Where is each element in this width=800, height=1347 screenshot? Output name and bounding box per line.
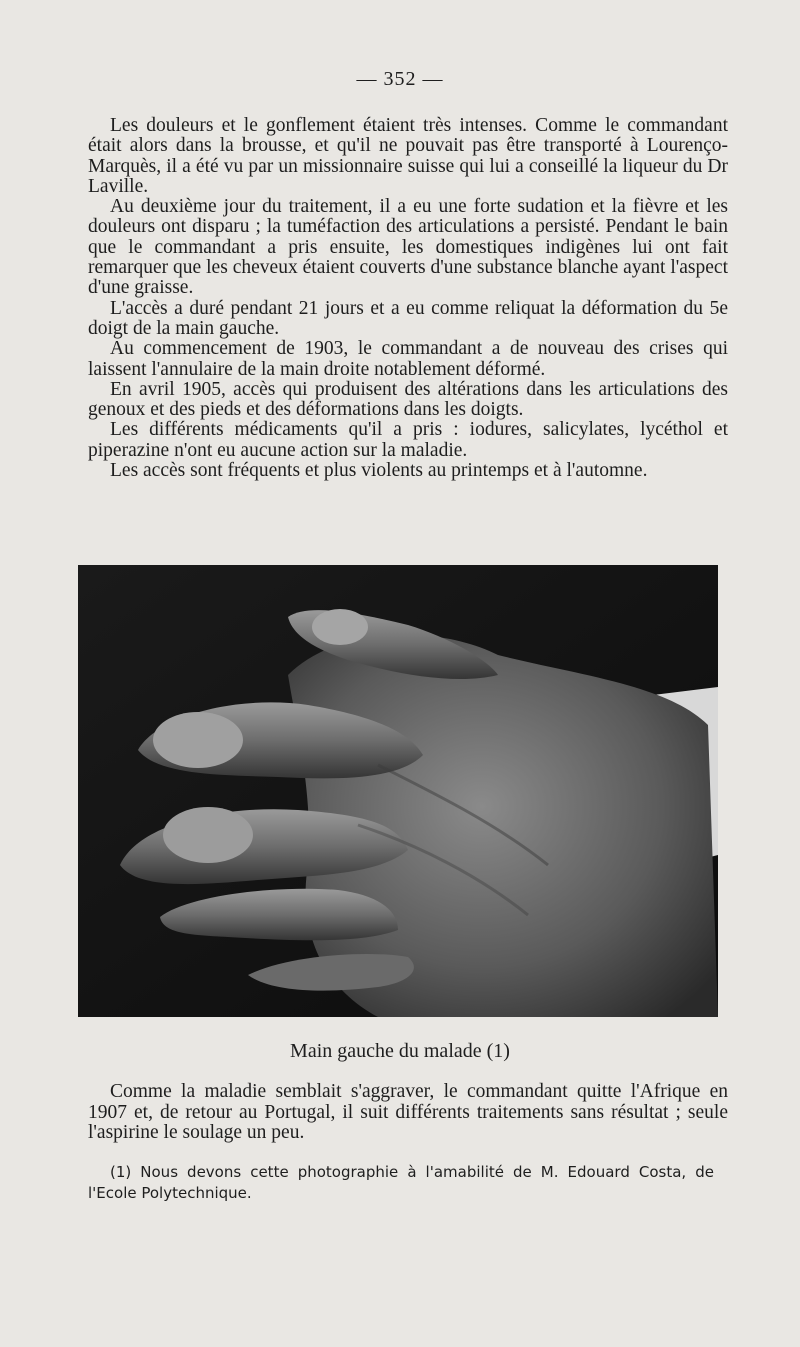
closing-text (88, 1082, 728, 1144)
paragraph: L'accès a duré pendant 21 jours et a eu comme reliquat la déformation du 5e doigt de la main gauche. (88, 297, 728, 339)
paragraph: Les douleurs et le gonflement étaient très intenses. Comme le commandant était alors dans la brousse, et qu'il ne pouvait pas être transporté à Lourenço-Marquès, il a été vu par un missionnaire suisse qui lui a conseillé la liqueur du Dr Laville. (88, 115, 728, 197)
paragraph: Comme la maladie semblait s'aggraver, le commandant quitte l'Afrique en 1907 et, de retour au Portugal, il suit différents traitements sans résultat ; seule l'aspirine le soulage un peu. (88, 1081, 728, 1143)
photo-caption: Main gauche du malade (1) (290, 1040, 510, 1062)
hand-photograph (78, 565, 718, 1017)
paragraph: Au deuxième jour du traitement, il a eu une forte sudation et la fièvre et les douleurs ont disparu ; la tuméfaction des articulations a persisté. Pendant le bain que le commandant a pris ensuite, les domestiques indigènes lui ont fait remarquer que les cheveux étaient couverts d'une substance blanche ayant l'aspect d'une graisse. (88, 196, 728, 299)
footnote: (1) Nous devons cette photographie à l'amabilité de M. Edouard Costa, de l'Ecole Polytechnique. (88, 1163, 714, 1202)
page-number: — 352 — (356, 68, 444, 90)
body-text (88, 116, 728, 481)
paragraph: Les accès sont fréquents et plus violents au printemps et à l'automne. (110, 460, 648, 482)
paragraph: Les différents médicaments qu'il a pris : iodures, salicylates, lycéthol et piperazine n'ont eu aucune action sur la maladie. (88, 419, 728, 461)
paragraph: En avril 1905, accès qui produisent des altérations dans les articulations des genoux et des pieds et des déformations dans les doigts. (88, 378, 728, 421)
paragraph: Au commencement de 1903, le commandant a de nouveau des crises qui laissent l'annulaire de la main droite notablement déformé. (88, 338, 728, 380)
